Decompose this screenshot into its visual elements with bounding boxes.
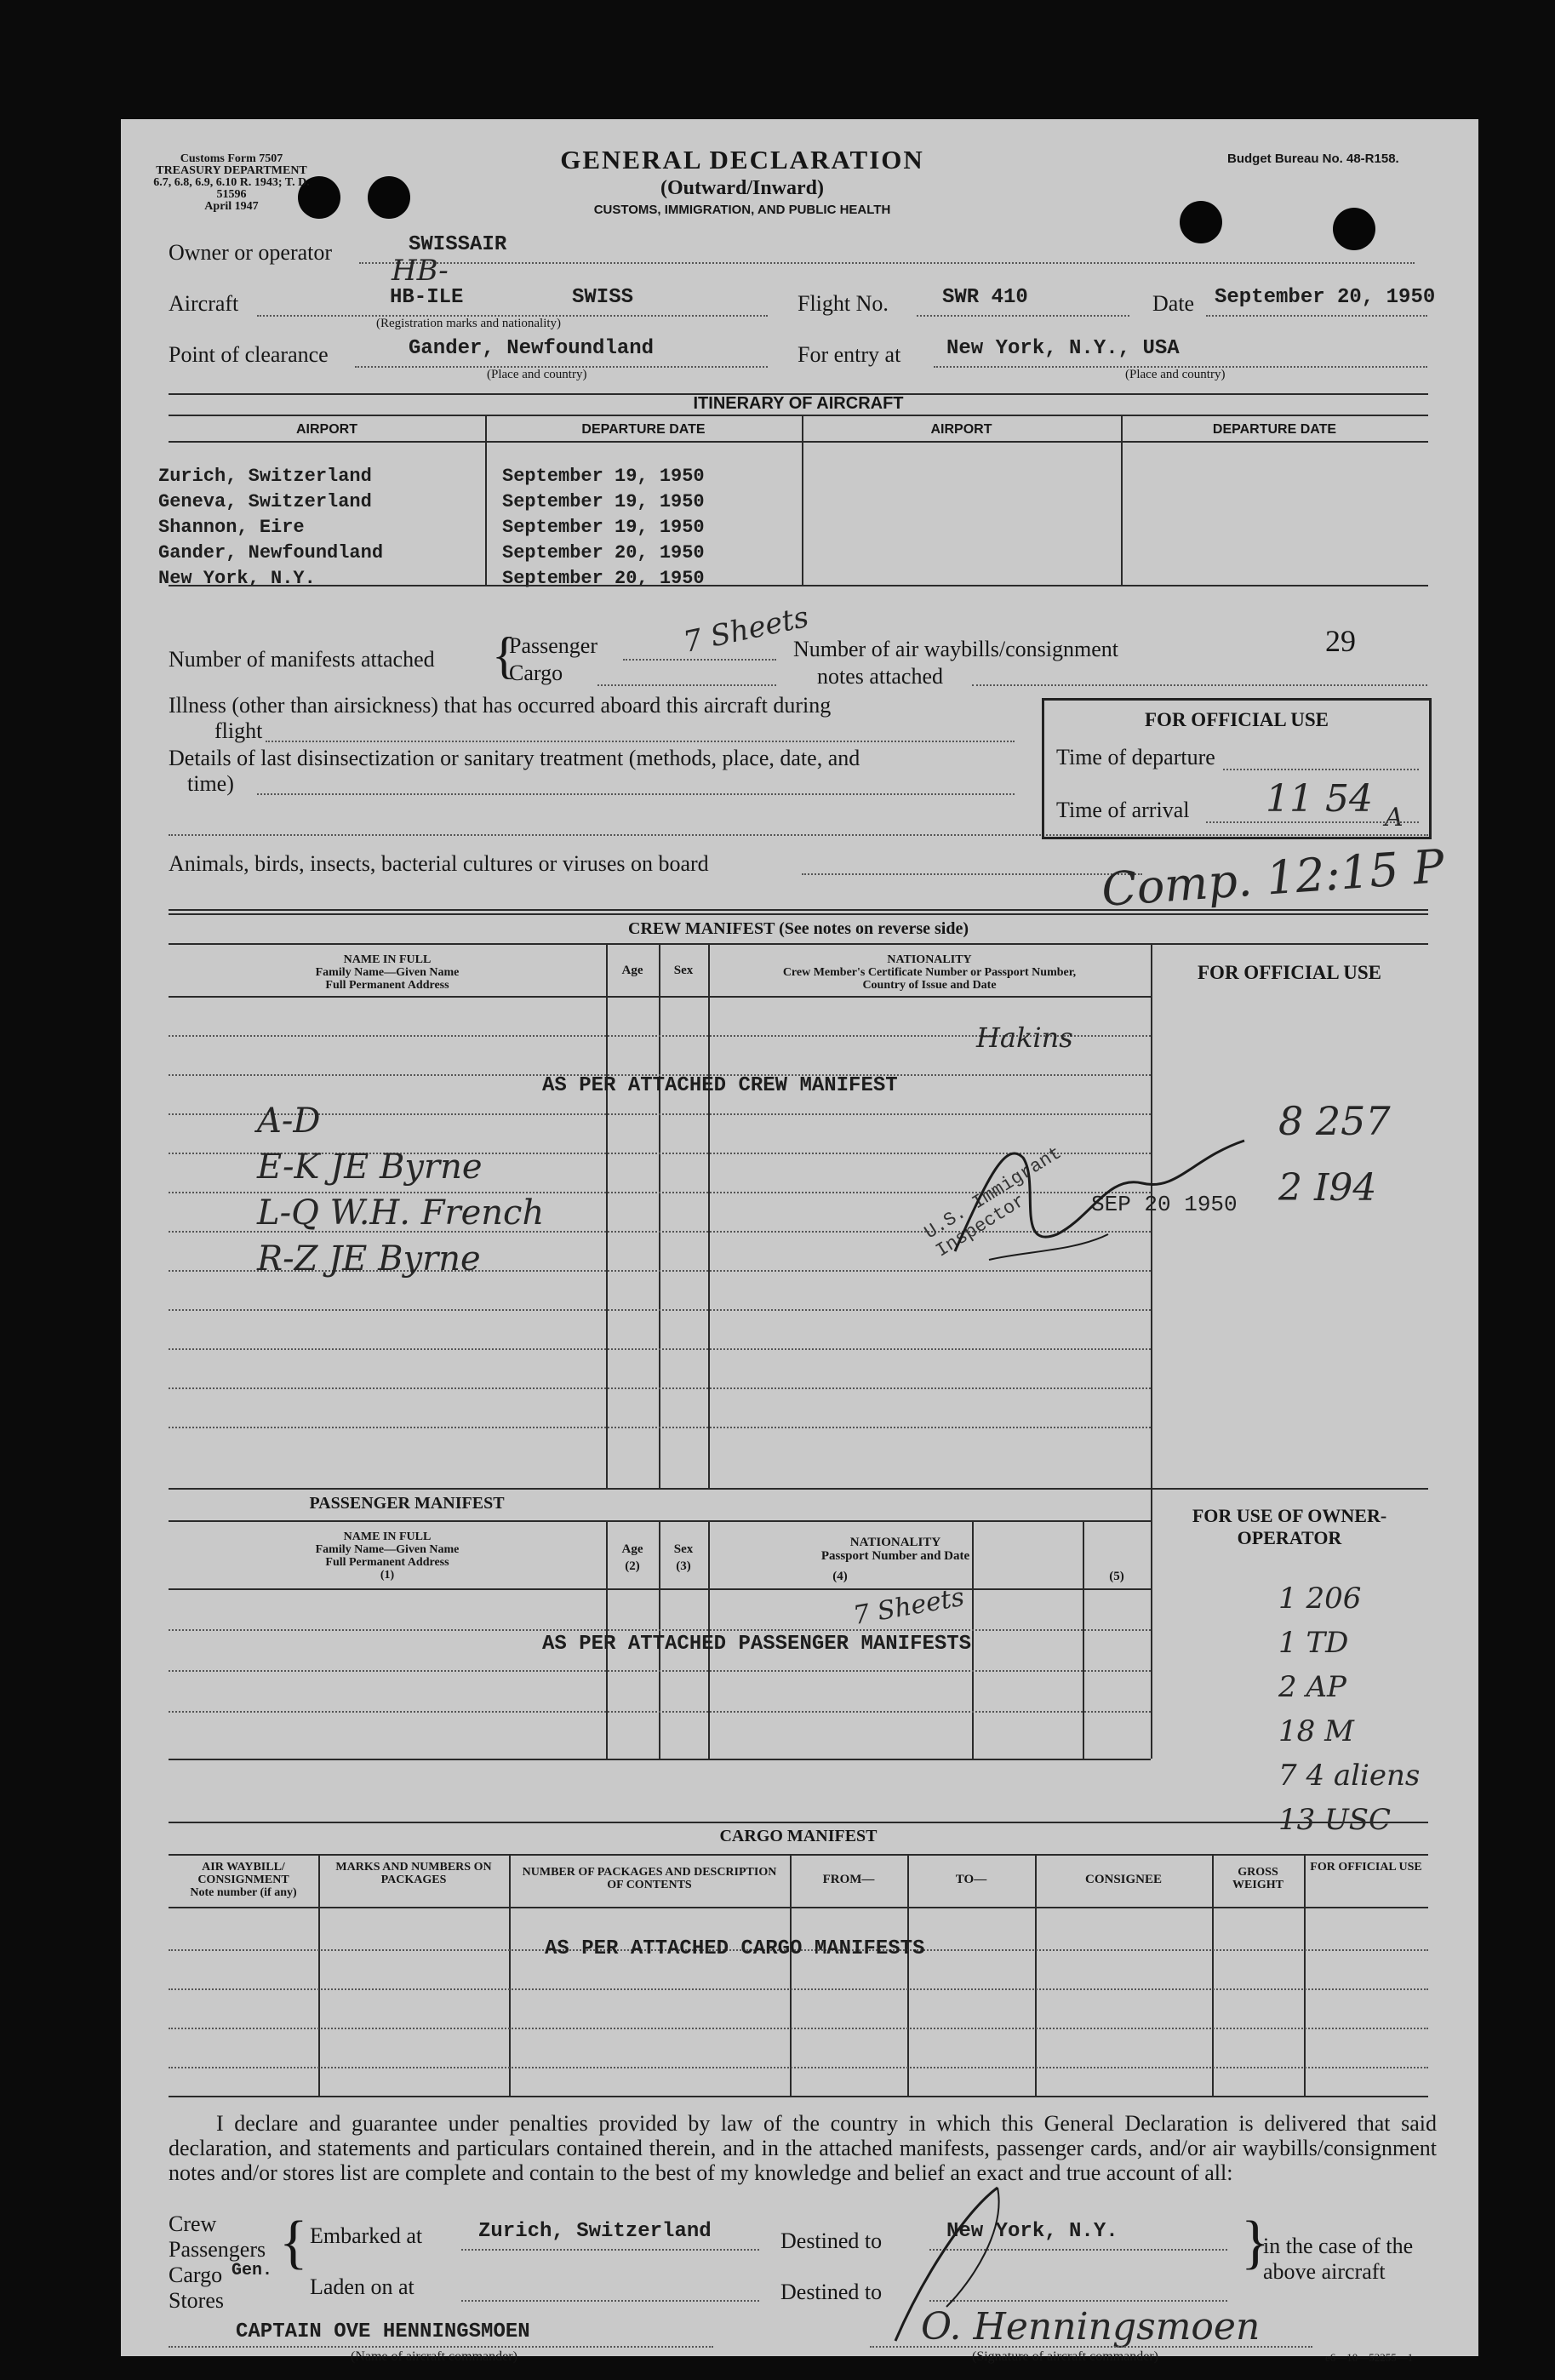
- illness-label: Illness (other than airsickness) that has occurred aboard this aircraft during: [169, 693, 832, 718]
- commander-signature: O. Henningsmoen: [921, 2305, 1261, 2349]
- cargo-category: Cargo: [169, 2263, 223, 2287]
- entry-value: New York, N.Y., USA: [946, 337, 1180, 360]
- date-value: September 20, 1950: [1215, 286, 1436, 309]
- crew-col-name-1: NAME IN FULL: [343, 953, 432, 966]
- owner-hand-line: 1 TD: [1278, 1626, 1349, 1660]
- crew-hand-row: L-Q W.H. French: [257, 1193, 545, 1233]
- itinerary-airport: New York, N.Y.: [158, 568, 316, 589]
- case-note-2: above aircraft: [1263, 2259, 1386, 2284]
- passenger-col-name-2: Family Name—Given Name: [315, 1543, 460, 1556]
- passengers-category: Passengers: [169, 2237, 266, 2262]
- brace: {: [492, 627, 517, 684]
- crew-col-name-3: Full Permanent Address: [325, 979, 449, 992]
- crew-hand-row: A-D: [257, 1101, 321, 1141]
- crew-manifest-typed: AS PER ATTACHED CREW MANIFEST: [542, 1074, 898, 1097]
- date-label: Date: [1152, 291, 1195, 316]
- owner-operator-title: FOR USE OF OWNER-OPERATOR: [1192, 1505, 1387, 1548]
- cargo-manifest-typed: AS PER ATTACHED CARGO MANIFESTS: [545, 1937, 925, 1960]
- brace-left: {: [279, 2210, 308, 2275]
- time-of-arrival-label: Time of arrival: [1056, 798, 1190, 822]
- disinsect-label: Details of last disinsectization or sanitary treatment (methods, place, date, and: [169, 746, 860, 770]
- passenger-col-name: [169, 1530, 606, 1582]
- destined-label-2: Destined to: [780, 2280, 883, 2304]
- crew-col-name-2: Family Name—Given Name: [315, 966, 460, 979]
- crew-col-nat-1: NATIONALITY: [887, 953, 972, 966]
- itinerary-title: ITINERARY OF AIRCRAFT: [693, 394, 904, 413]
- passenger-manifest-label: Passenger: [509, 633, 597, 658]
- department-name: TREASURY DEPARTMENT: [156, 164, 307, 177]
- itinerary-date: September 20, 1950: [502, 542, 705, 564]
- aircraft-label: Aircraft: [169, 291, 239, 316]
- official-use-box: [1042, 698, 1432, 839]
- owner-hand-line: 18 M: [1278, 1714, 1354, 1748]
- brace-right: }: [1241, 2210, 1270, 2275]
- customs-form-number: Customs Form 7507: [180, 152, 283, 165]
- itinerary-date: September 19, 1950: [502, 491, 705, 512]
- completion-time-handwritten: Comp. 12:15 P: [1100, 839, 1446, 917]
- aircraft-registration: HB-ILE: [390, 286, 464, 309]
- clearance-value: Gander, Newfoundland: [409, 337, 655, 360]
- cargo-col-from: FROM—: [822, 1873, 875, 1886]
- cargo-col-marks: MARKS AND NUMBERS ON PACKAGES: [335, 1861, 492, 1886]
- passenger-col-nat-num: (4): [832, 1570, 848, 1583]
- passenger-col-age: [606, 1541, 659, 1575]
- destined-value: New York, N.Y.: [946, 2220, 1118, 2243]
- cargo-col-consignee: CONSIGNEE: [1084, 1873, 1163, 1886]
- stores-category: Stores: [169, 2288, 224, 2313]
- inspector-signature: [938, 1124, 1261, 1277]
- crew-manifest-title: CREW MANIFEST (See notes on reverse side): [628, 919, 969, 938]
- illness-label-2: flight: [214, 718, 263, 743]
- itinerary-dates: [502, 464, 800, 592]
- passenger-col-nat-1: NATIONALITY: [849, 1536, 941, 1549]
- commander-caption: (Name of aircraft commander): [351, 2349, 517, 2364]
- owner-operator-handwritten: [1278, 1576, 1420, 1842]
- form-reference: [146, 153, 317, 213]
- cargo-manifest-label: Cargo: [509, 661, 563, 685]
- cargo-col-waybill-2: Note number (if any): [190, 1886, 297, 1899]
- registration-caption: (Registration marks and nationality): [376, 317, 562, 330]
- itinerary-date: September 19, 1950: [502, 517, 705, 538]
- passenger-col-name-num: (1): [380, 1569, 395, 1582]
- itinerary-date: September 19, 1950: [502, 466, 705, 487]
- punch-hole: [368, 176, 410, 219]
- passenger-col-5: (5): [1109, 1570, 1124, 1583]
- itinerary-airports: [158, 464, 482, 592]
- entry-label: For entry at: [798, 342, 901, 367]
- time-of-departure-label: Time of departure: [1056, 745, 1215, 769]
- regulation-date: April 1947: [204, 200, 259, 213]
- cargo-manifest-title: CARGO MANIFEST: [719, 1827, 878, 1845]
- laden-label: Laden on at: [310, 2274, 414, 2299]
- animals-label: Animals, birds, insects, bacterial cultures or viruses on board: [169, 851, 709, 876]
- owner-hand-line: 1 206: [1278, 1582, 1362, 1616]
- passenger-col-sex-num: (3): [676, 1559, 691, 1573]
- embarked-value: Zurich, Switzerland: [478, 2220, 712, 2243]
- passenger-col-age-num: (2): [625, 1559, 640, 1573]
- case-note: [1263, 2234, 1413, 2285]
- destined-label: Destined to: [780, 2228, 883, 2253]
- flight-label: Flight No.: [798, 291, 889, 316]
- cargo-col-official: FOR OFFICIAL USE: [1310, 1861, 1422, 1874]
- passenger-col-age-label: Age: [621, 1542, 643, 1556]
- form-subtitle-2: CUSTOMS, IMMIGRATION, AND PUBLIC HEALTH: [593, 203, 891, 217]
- cargo-col-weight: GROSS WEIGHT: [1232, 1866, 1283, 1891]
- crew-official-hand-2: 2 I94: [1278, 1166, 1377, 1210]
- signature-flourish: [870, 2179, 1040, 2349]
- passenger-col-name-3: Full Permanent Address: [325, 1556, 449, 1569]
- crew-handwritten-rows: [257, 1098, 544, 1282]
- owner-hand-line: 7 4 aliens: [1278, 1759, 1421, 1793]
- crew-col-nat-3: Country of Issue and Date: [862, 979, 997, 992]
- aircraft-reg-handwritten: HB-: [392, 254, 449, 288]
- itinerary-col-airport-2: AIRPORT: [930, 422, 992, 437]
- owner-label: Owner or operator: [169, 240, 333, 265]
- print-code: e6—10—52255—1: [1325, 2351, 1414, 2364]
- punch-hole: [1333, 208, 1375, 250]
- immigration-stamp-text: U.S. Immigrant Inspector: [921, 1142, 1066, 1262]
- punch-hole: [1180, 201, 1222, 243]
- passenger-col-sex-label: Sex: [673, 1542, 694, 1556]
- itinerary-col-departure: DEPARTURE DATE: [581, 422, 706, 437]
- crew-handwritten-note: Hakins: [976, 1021, 1073, 1054]
- commander-name: CAPTAIN OVE HENNINGSMOEN: [236, 2320, 530, 2343]
- crew-hand-row: E-K JE Byrne: [257, 1147, 483, 1187]
- owner-value: SWISSAIR: [409, 233, 507, 256]
- crew-hand-row: R-Z JE Byrne: [257, 1239, 481, 1279]
- crew-official-hand-1: 8 257: [1278, 1098, 1391, 1144]
- clearance-label: Point of clearance: [169, 342, 329, 367]
- disinsect-label-2: time): [187, 771, 234, 796]
- itinerary-airport: Geneva, Switzerland: [158, 491, 372, 512]
- declaration-text: I declare and guarantee under penalties provided by law of the country in which this General Declaration is delivered that said declaration, and statements and particulars contained therein, and in the attached manifests, passenger cards, and/or air waybills/consignment notes and/or stores list are complete and contain to the best of my knowledge and belief an exact and true account of all:: [169, 2111, 1437, 2185]
- form-title: GENERAL DECLARATION: [560, 145, 924, 174]
- itinerary-airport: Shannon, Eire: [158, 517, 305, 538]
- crew-col-age: Age: [621, 964, 643, 977]
- waybills-label: Number of air waybills/consignment: [793, 637, 1118, 661]
- cargo-col-waybill-1: AIR WAYBILL/ CONSIGNMENT: [197, 1861, 289, 1886]
- itinerary-date: September 20, 1950: [502, 568, 705, 589]
- cargo-col-packages: NUMBER OF PACKAGES AND DESCRIPTION OF CONTENTS: [522, 1866, 777, 1891]
- embarked-label: Embarked at: [310, 2223, 423, 2248]
- passenger-manifest-title: PASSENGER MANIFEST: [309, 1494, 505, 1513]
- owner-hand-line: 13 USC: [1278, 1803, 1392, 1837]
- budget-bureau-number: Budget Bureau No. 48-R158.: [1227, 152, 1399, 166]
- itinerary-airport: Zurich, Switzerland: [158, 466, 372, 487]
- cargo-col-to: TO—: [955, 1873, 987, 1886]
- passenger-manifest-typed: AS PER ATTACHED PASSENGER MANIFESTS: [542, 1633, 972, 1656]
- crew-category: Crew: [169, 2211, 217, 2236]
- manifests-label: Number of manifests attached: [169, 647, 435, 672]
- itinerary-col-departure-2: DEPARTURE DATE: [1212, 422, 1337, 437]
- crew-col-name: [169, 953, 606, 992]
- crew-col-official: FOR OFFICIAL USE: [1198, 962, 1381, 983]
- crew-col-nationality: [708, 953, 1151, 992]
- owner-hand-line: 2 AP: [1278, 1670, 1346, 1704]
- passenger-col-nationality: [708, 1536, 1083, 1563]
- crew-col-sex: Sex: [673, 964, 694, 977]
- case-note-1: in the case of the: [1263, 2234, 1414, 2258]
- declaration-form: [121, 119, 1478, 2364]
- passenger-col-nat-2: Passport Number and Date: [820, 1549, 970, 1563]
- itinerary-col-airport: AIRPORT: [296, 422, 357, 437]
- waybills-label-2: notes attached: [817, 664, 943, 689]
- signature-caption: (Signature of aircraft commander): [972, 2349, 1159, 2364]
- passenger-sheets-handwritten: 7 Sheets: [680, 599, 812, 661]
- passenger-col-name-1: NAME IN FULL: [343, 1530, 432, 1543]
- itinerary-airport: Gander, Newfoundland: [158, 542, 384, 564]
- aircraft-nationality: SWISS: [572, 286, 634, 309]
- arrival-suffix: A: [1385, 803, 1404, 832]
- cargo-col-waybill: [169, 1861, 318, 1899]
- waybills-value: 29: [1325, 624, 1356, 658]
- form-subtitle: (Outward/Inward): [660, 177, 824, 199]
- entry-place-caption: (Place and country): [1125, 368, 1226, 381]
- crew-col-nat-2: Crew Member's Certificate Number or Passport Number,: [782, 966, 1077, 979]
- time-of-arrival-handwritten: 11 54: [1266, 777, 1373, 821]
- passenger-col-sex: [659, 1541, 708, 1575]
- passenger-sheets-handwritten-2: 7 Sheets: [850, 1582, 967, 1632]
- flight-number: SWR 410: [942, 286, 1028, 309]
- gen-typed: Gen.: [232, 2261, 273, 2280]
- official-use-title: FOR OFFICIAL USE: [1145, 709, 1329, 730]
- immigration-stamp-date: SEP 20 1950: [1091, 1192, 1238, 1217]
- regulation-refs: 6.7, 6.8, 6.9, 6.10 R. 1943; T. D. 51596: [153, 176, 310, 201]
- clearance-place-caption: (Place and country): [487, 368, 587, 381]
